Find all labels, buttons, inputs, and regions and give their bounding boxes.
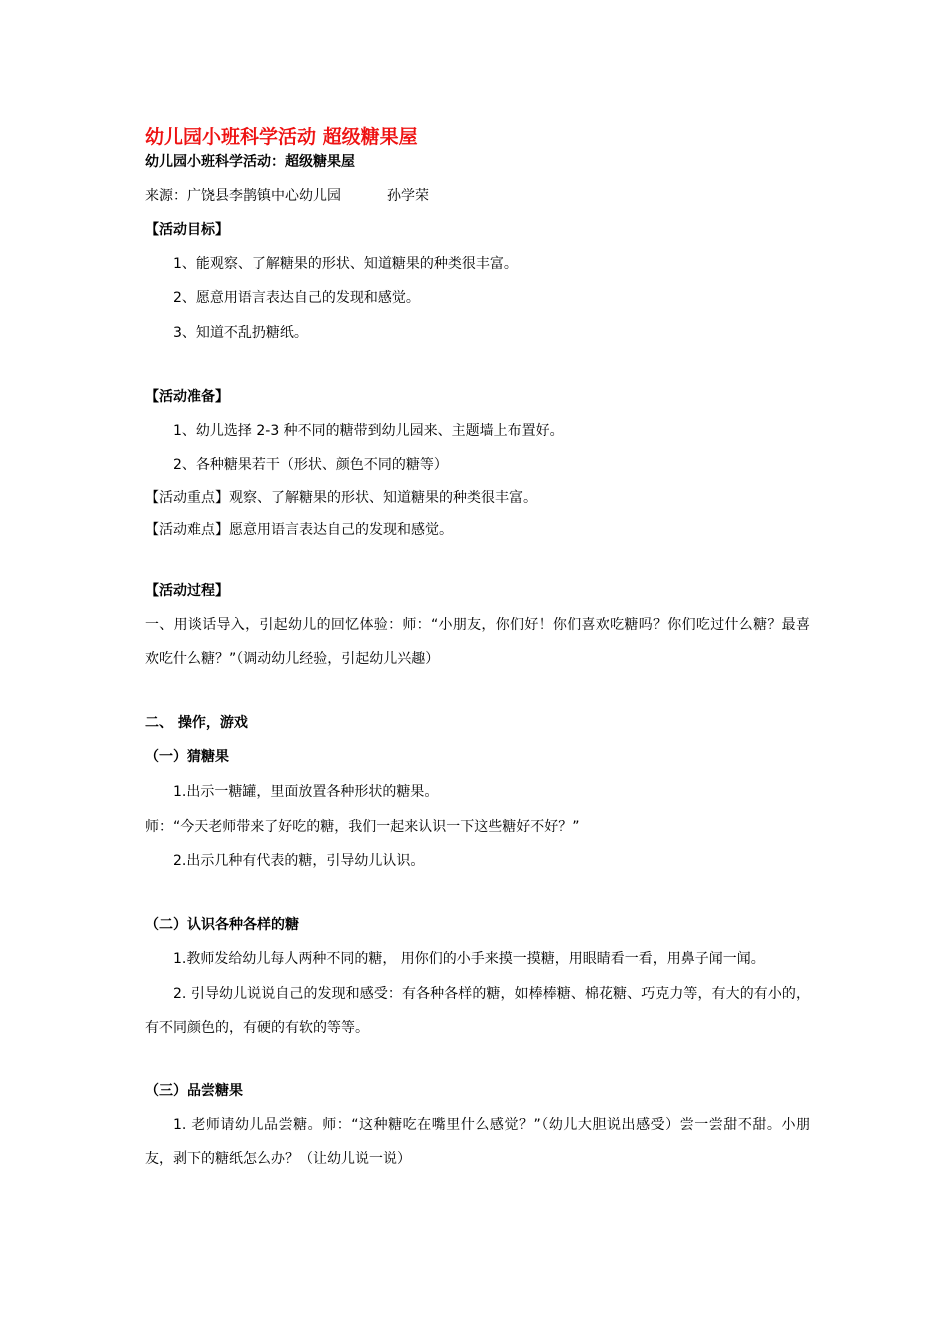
source-text: 来源：广饶县李鹊镇中心幼儿园	[145, 188, 341, 204]
prep-item: 1、幼儿选择 2-3 种不同的糖带到幼儿园来、主题墙上布置好。	[173, 423, 564, 439]
sub1-line: 2.出示几种有代表的糖，引导幼儿认识。	[173, 853, 425, 869]
sub3-heading: （三）品尝糖果	[145, 1083, 243, 1099]
part2-heading: 二、 操作，游戏	[145, 715, 248, 731]
document-subtitle: 幼儿园小班科学活动：超级糖果屋	[145, 154, 355, 170]
difficulty-line: 【活动难点】愿意用语言表达自己的发现和感觉。	[145, 522, 453, 538]
sub1-line: 1.出示一糖罐，里面放置各种形状的糖果。	[173, 784, 439, 800]
author-name: 孙学荣	[387, 188, 429, 204]
sub2-paragraph: 2. 引导幼儿说说自己的发现和感受：有各种各样的糖，如棒棒糖、棉花糖、巧克力等，有大的有小的，有不同颜色的，有硬的有软的等等。	[145, 986, 810, 1036]
key-point-line: 【活动重点】观察、了解糖果的形状、知道糖果的种类很丰富。	[145, 490, 537, 506]
sub1-teacher-line: 师：“今天老师带来了好吃的糖，我们一起来认识一下这些糖好不好？”	[145, 819, 580, 835]
sub2-line: 1.教师发给幼儿每人两种不同的糖， 用你们的小手来摸一摸糖，用眼睛看一看，用鼻子闻一闻。	[173, 951, 765, 967]
sub1-heading: （一）猜糖果	[145, 749, 229, 765]
process-intro-paragraph: 一、用谈话导入，引起幼儿的回忆体验：师：“小朋友，你们好！你们喜欢吃糖吗？你们吃过什么糖？最喜欢吃什么糖？”（调动幼儿经验，引起幼儿兴趣）	[145, 617, 810, 667]
process-heading: 【活动过程】	[145, 583, 229, 599]
goal-item: 3、知道不乱扔糖纸。	[173, 325, 308, 341]
goal-item: 2、愿意用语言表达自己的发现和感觉。	[173, 290, 420, 306]
goals-heading: 【活动目标】	[145, 222, 229, 238]
goal-item: 1、能观察、了解糖果的形状、知道糖果的种类很丰富。	[173, 256, 518, 272]
source-line	[145, 186, 429, 206]
prep-item: 2、各种糖果若干（形状、颜色不同的糖等）	[173, 457, 448, 473]
sub2-heading: （二）认识各种各样的糖	[145, 917, 299, 933]
sub3-paragraph: 1. 老师请幼儿品尝糖。师：“这种糖吃在嘴里什么感觉？”（幼儿大胆说出感受）尝一尝甜不甜。小朋友，剥下的糖纸怎么办？（让幼儿说一说）	[145, 1117, 810, 1167]
document-title: 幼儿园小班科学活动 超级糖果屋	[145, 126, 418, 148]
prep-heading: 【活动准备】	[145, 389, 229, 405]
